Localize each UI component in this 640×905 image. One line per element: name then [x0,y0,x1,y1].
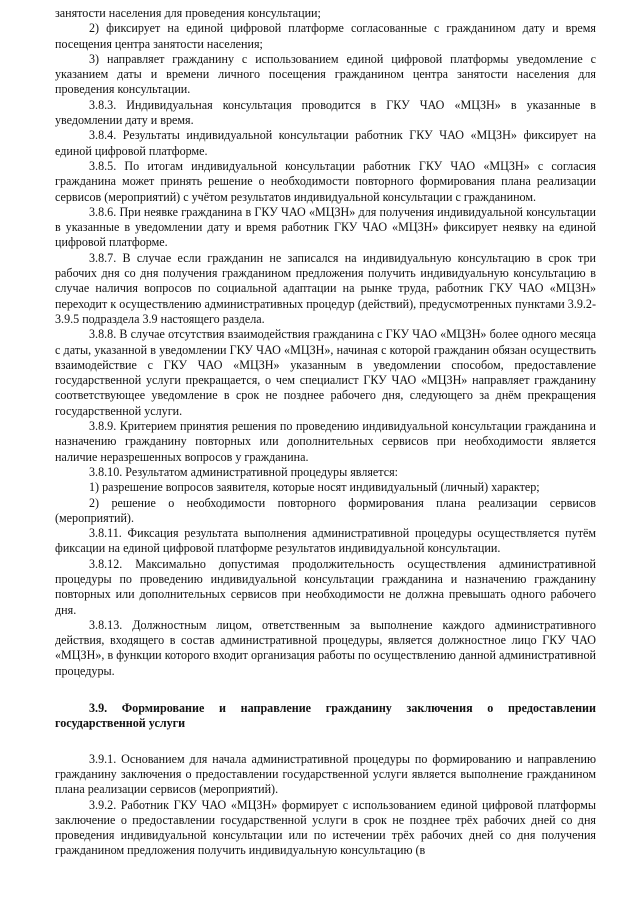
paragraph-item-3-send-notice: 3) направляет гражданину с использованием единой цифровой платформы уведомление с указанием даты и времени личного посещения гражданином центра занятости населения для проведения консультации. [55,51,596,97]
document-page [55,6,596,859]
paragraph-3-9-2: 3.9.2. Работник ГКУ ЧАО «МЦЗН» формирует с использованием единой цифровой платформы заключение о предоставлении государственной услуги в срок не позднее трёх рабочих дней со дня проведения индивидуальной консультации или по истечении трёх рабочих дней со дня получения гражданином предложения получить индивидуальную консультацию (в [55,797,596,858]
paragraph-3-9-1: 3.9.1. Основанием для начала административной процедуры по формированию и направлению гражданину заключения о предоставлении государственной услуги является выполнение гражданином плана реализации сервисов (мероприятий). [55,751,596,797]
paragraph-item-2-record-date: 2) фиксирует на единой цифровой платформе согласованные с гражданином дату и время посещения центра занятости населения; [55,21,596,51]
paragraph-3-8-8: 3.8.8. В случае отсутствия взаимодействия гражданина с ГКУ ЧАО «МЦЗН» более одного месяца с даты, указанной в уведомлении ГКУ ЧАО «МЦЗН», начиная с которой гражданин обязан осуществить взаимодействие с ГКУ ЧАО «МЦЗН» указанным в уведомлении способом, предоставление государственной услуги прекращается, о чем специалист ГКУ ЧАО «МЦЗН» направляет гражданину соответствующее уведомление в срок не позднее рабочего дня, следующего за днём прекращения государственной услуги. [55,327,596,418]
paragraph-3-8-11: 3.8.11. Фиксация результата выполнения административной процедуры осуществляется путём фиксации на единой цифровой платформе результатов индивидуальной консультации. [55,526,596,556]
paragraph-3-8-4: 3.8.4. Результаты индивидуальной консультации работник ГКУ ЧАО «МЦЗН» фиксирует на единой цифровой платформе. [55,128,596,158]
paragraph-result-item-2: 2) решение о необходимости повторного формирования плана реализации сервисов (мероприятий). [55,495,596,525]
paragraph-continuation: занятости населения для проведения консультации; [55,6,321,20]
paragraph-3-8-5: 3.8.5. По итогам индивидуальной консультации работник ГКУ ЧАО «МЦЗН» с согласия гражданина может принять решение о необходимости повторного формирования плана реализации сервисов (мероприятий) с учётом результатов индивидуальной консультации с гражданином. [55,158,596,204]
paragraph-3-8-12: 3.8.12. Максимально допустимая продолжительность осуществления административной процедуры по проведению индивидуальной консультации гражданина и назначению гражданину повторных или дополнительных сервисов при необходимости не должна превышать одного рабочего дня. [55,556,596,617]
paragraph-3-8-7: 3.8.7. В случае если гражданин не записался на индивидуальную консультацию в срок три рабочих дня со дня получения гражданином предложения получить индивидуальную консультацию в случае наличия вопросов по социальной адаптации на рынке труда, работник ГКУ ЧАО «МЦЗН» переходит к осуществлению административных процедур (действий), предусмотренных пунктами 3.9.2-3.9.5 подраздела 3.9 настоящего раздела. [55,250,596,326]
paragraph-3-8-6: 3.8.6. При неявке гражданина в ГКУ ЧАО «МЦЗН» для получения индивидуальной консультации в указанные в уведомлении дату и время работник ГКУ ЧАО «МЦЗН» фиксирует неявку на единой цифровой платформе. [55,204,596,250]
section-heading-3-9: 3.9. Формирование и направление гражданину заключения о предоставлении государственной услуги [55,701,596,731]
paragraph-result-item-1: 1) разрешение вопросов заявителя, которые носят индивидуальный (личный) характер; [89,480,540,495]
paragraph-3-8-3: 3.8.3. Индивидуальная консультация проводится в ГКУ ЧАО «МЦЗН» в указанные в уведомлении дату и время. [55,97,596,128]
paragraph-3-8-9: 3.8.9. Критерием принятия решения по проведению индивидуальной консультации гражданина и назначению гражданину повторных или дополнительных сервисов при необходимости является наличие неразрешенных вопросов у гражданина. [55,419,596,464]
paragraph-3-8-10: 3.8.10. Результатом административной процедуры является: [89,464,399,479]
paragraph-3-8-13: 3.8.13. Должностным лицом, ответственным за выполнение каждого административного действия, входящего в состав административной процедуры, является должностное лицо ГКУ ЧАО «МЦЗН», в функции которого входит организация работы по осуществлению данной административной процедуры. [55,617,596,678]
